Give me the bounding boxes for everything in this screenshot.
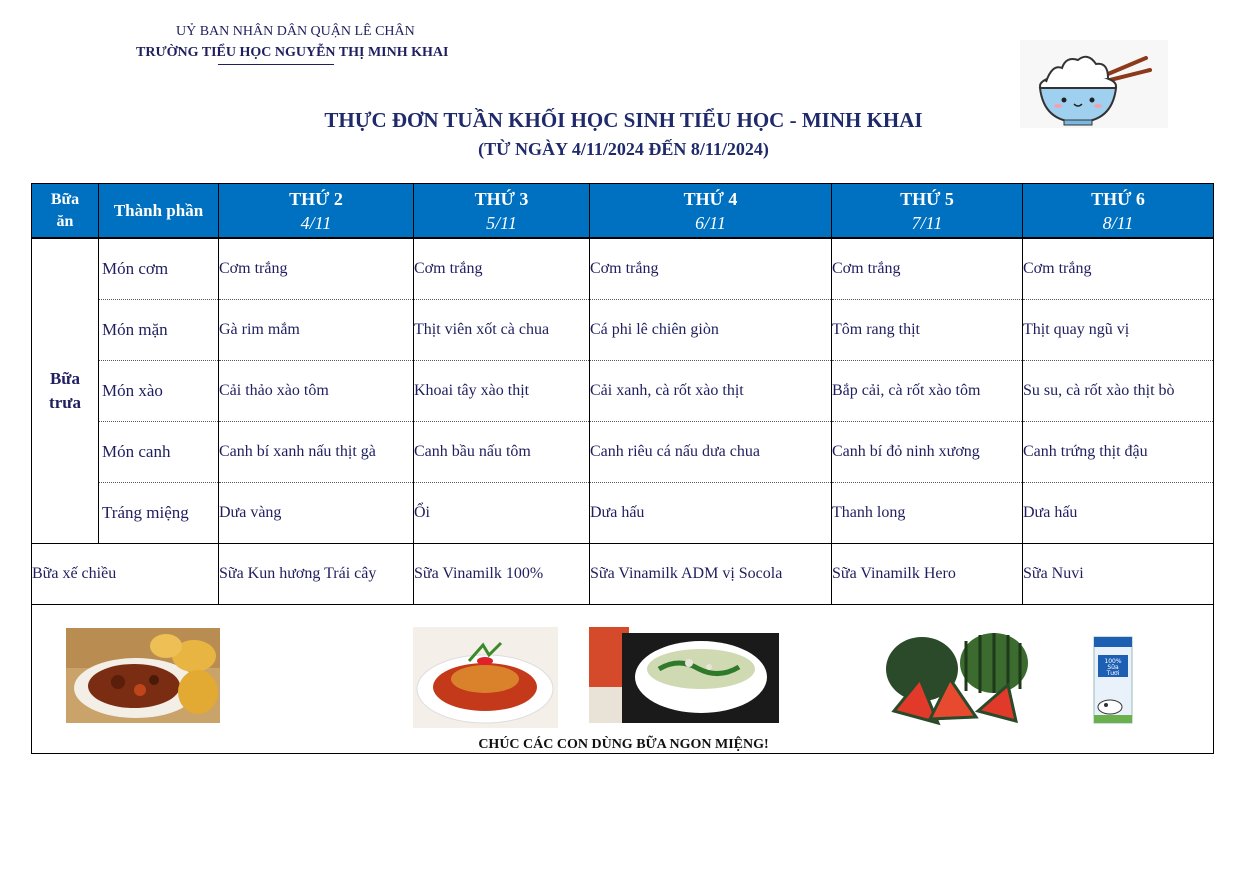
menu-cell: Dưa hấu [590, 483, 832, 544]
menu-cell: Su su, cà rốt xào thịt bò [1023, 361, 1214, 422]
lunch-label-line1: Bữa [49, 369, 81, 388]
snack-label: Bữa xế chiều [32, 544, 219, 605]
milk-box-word2: Tươi [1106, 670, 1120, 677]
day-date: 8/11 [1102, 213, 1134, 233]
milk-box-word1: Sữa [1107, 664, 1119, 671]
day-name: THỨ 4 [683, 189, 738, 209]
day-date: 4/11 [300, 213, 332, 233]
menu-cell: Sữa Vinamilk ADM vị Socola [590, 544, 832, 605]
lunch-label [32, 238, 99, 544]
menu-cell: Sữa Vinamilk 100% [414, 544, 590, 605]
menu-cell: Canh riêu cá nấu dưa chua [590, 422, 832, 483]
table-header-row [32, 184, 1214, 239]
category-cell: Món canh [99, 422, 219, 483]
closing-message: CHÚC CÁC CON DÙNG BỮA NGON MIỆNG! [478, 737, 769, 752]
rice-bowl-icon [1020, 40, 1168, 128]
day-header-mon [219, 184, 414, 239]
day-name: THỨ 5 [900, 189, 954, 209]
fried-fish-photo [413, 627, 558, 728]
menu-cell: Cơm trắng [832, 238, 1023, 300]
menu-cell: Cải thảo xào tôm [219, 361, 414, 422]
menu-cell: Cơm trắng [590, 238, 832, 300]
header-underline [218, 64, 334, 65]
day-header-thu [832, 184, 1023, 239]
menu-cell: Thịt quay ngũ vị [1023, 300, 1214, 361]
day-name: THỨ 2 [289, 189, 343, 209]
menu-cell: Canh bí xanh nấu thịt gà [219, 422, 414, 483]
day-date: 7/11 [911, 213, 943, 233]
day-name: THỨ 3 [474, 189, 529, 209]
beef-stew-bread-photo [66, 628, 220, 723]
category-cell: Món cơm [99, 238, 219, 300]
category-cell: Món xào [99, 361, 219, 422]
snack-row [32, 544, 1214, 605]
day-date: 6/11 [695, 213, 726, 233]
day-header-tue [414, 184, 590, 239]
menu-cell: Canh bầu nấu tôm [414, 422, 590, 483]
menu-cell: Sữa Kun hương Trái cây [219, 544, 414, 605]
day-header-fri [1023, 184, 1214, 239]
menu-cell: Cơm trắng [219, 238, 414, 300]
page-title: THỰC ĐƠN TUẦN KHỐI HỌC SINH TIỂU HỌC - MINH KHAI [324, 108, 923, 132]
category-cell: Tráng miệng [99, 483, 219, 544]
menu-cell: Gà rim mắm [219, 300, 414, 361]
page-subtitle: (TỪ NGÀY 4/11/2024 ĐẾN 8/11/2024) [478, 139, 769, 159]
milk-carton-photo [1088, 633, 1138, 727]
menu-cell: Bắp cải, cà rốt xào tôm [832, 361, 1023, 422]
table-row [32, 361, 1214, 422]
school-name: TRƯỜNG TIỂU HỌC NGUYỄN THỊ MINH KHAI [136, 45, 449, 60]
menu-cell: Canh trứng thịt đậu [1023, 422, 1214, 483]
table-row [32, 238, 1214, 300]
table-row [32, 300, 1214, 361]
menu-cell: Thịt viên xốt cà chua [414, 300, 590, 361]
menu-cell: Dưa vàng [219, 483, 414, 544]
menu-cell: Khoai tây xào thịt [414, 361, 590, 422]
menu-cell: Tôm rang thịt [832, 300, 1023, 361]
menu-cell: Sữa Vinamilk Hero [832, 544, 1023, 605]
menu-cell: Thanh long [832, 483, 1023, 544]
menu-cell: Canh bí đỏ ninh xương [832, 422, 1023, 483]
menu-cell: Dưa hấu [1023, 483, 1214, 544]
menu-cell: Ổi [414, 483, 590, 544]
menu-cell: Cơm trắng [414, 238, 590, 300]
day-name: THỨ 6 [1091, 189, 1145, 209]
meal-column-header [32, 184, 99, 239]
day-date: 5/11 [486, 213, 517, 233]
meal-header-line2: ăn [56, 212, 74, 230]
menu-cell: Cá phi lê chiên giòn [590, 300, 832, 361]
milk-box-percent: 100% [1104, 658, 1122, 665]
day-header-wed [590, 184, 832, 239]
menu-cell: Sữa Nuvi [1023, 544, 1214, 605]
menu-cell: Cơm trắng [1023, 238, 1214, 300]
vegetable-soup-photo [589, 627, 779, 723]
category-cell: Món mặn [99, 300, 219, 361]
lunch-label-line2: trưa [49, 393, 81, 412]
menu-cell: Cải xanh, cà rốt xào thịt [590, 361, 832, 422]
component-column-header: Thành phần [99, 184, 219, 239]
district-name: UỶ BAN NHÂN DÂN QUẬN LÊ CHÂN [176, 24, 415, 39]
table-row [32, 422, 1214, 483]
watermelon-photo [886, 627, 1029, 729]
table-row [32, 483, 1214, 544]
meal-header-line1: Bữa [50, 190, 80, 208]
